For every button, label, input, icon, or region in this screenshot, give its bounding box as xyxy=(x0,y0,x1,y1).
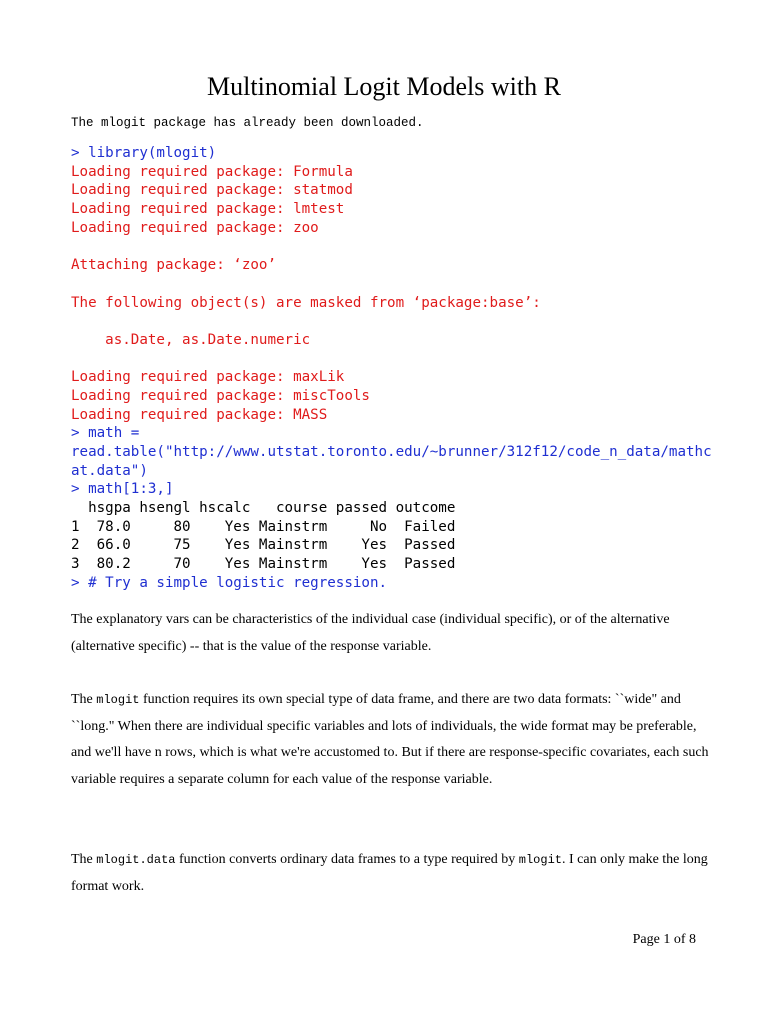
inline-code: mlogit.data xyxy=(96,853,176,867)
console-input-line: > math = xyxy=(71,425,140,442)
page-number: Page 1 of 8 xyxy=(632,932,696,947)
r-console-output xyxy=(71,144,751,593)
intro-text: The mlogit package has already been downloaded. xyxy=(71,116,424,130)
console-output-line: 1 78.0 80 Yes Mainstrm No Failed xyxy=(71,518,456,535)
console-message-line: Loading required package: statmod xyxy=(71,182,353,199)
console-input-line: > math[1:3,] xyxy=(71,481,174,498)
console-input-line: > # Try a simple logistic regression. xyxy=(71,574,388,591)
console-output-line: 2 66.0 75 Yes Mainstrm Yes Passed xyxy=(71,537,456,554)
console-input-line: at.data") xyxy=(71,462,148,479)
console-message-line: Loading required package: lmtest xyxy=(71,201,345,218)
blank-line xyxy=(71,237,751,256)
document-title: Multinomial Logit Models with R xyxy=(207,72,561,101)
console-output-line: 3 80.2 70 Yes Mainstrm Yes Passed xyxy=(71,556,456,573)
paragraph-mlogit-function xyxy=(71,687,711,793)
inline-code: mlogit xyxy=(96,693,140,707)
console-input-line: > library(mlogit) xyxy=(71,145,217,161)
console-message-line: Loading required package: miscTools xyxy=(71,387,370,404)
console-message-line: Loading required package: MASS xyxy=(71,406,328,423)
paragraph-explanatory-vars xyxy=(71,607,711,660)
console-message-line: Loading required package: Formula xyxy=(71,163,353,180)
console-message-line: The following object(s) are masked from ‘package:base’: xyxy=(71,294,541,311)
console-input-line: read.table("http://www.utstat.toronto.edu/~brunner/312f12/code_n_data/mathc xyxy=(71,444,712,460)
console-message-line: Loading required package: zoo xyxy=(71,219,319,236)
paragraph-text: The xyxy=(71,692,97,707)
console-message-line: Loading required package: maxLik xyxy=(71,369,345,386)
paragraph-text: The explanatory vars can be characteristics of the individual case (individual specific), or of the alternative (alternative specific) -- that is the value of the response variable. xyxy=(71,612,670,654)
blank-line xyxy=(71,275,751,294)
paragraph-text: function converts ordinary data frames to a type required by xyxy=(175,852,519,867)
paragraph-text: . I can only make the long format work. xyxy=(71,852,708,894)
blank-line xyxy=(71,312,751,331)
paragraph-text: function requires its own special type of data frame, and there are two data formats: ``wide" and ``long." When there are individual specific variables and lots of individuals, the wide format may be preferable, and we'll have n rows, which is what we're accustomed to. But if there are response-specific covariates, each such variable requires a separate column for each value of the response variable. xyxy=(71,692,709,787)
console-output-line: hsgpa hsengl hscalc course passed outcome xyxy=(71,500,456,517)
console-message-line: as.Date, as.Date.numeric xyxy=(71,331,311,348)
blank-line xyxy=(71,350,751,369)
console-message-line: Attaching package: ‘zoo’ xyxy=(71,257,276,274)
paragraph-mlogit-data xyxy=(71,847,711,900)
inline-code: mlogit xyxy=(518,853,562,867)
paragraph-text: The xyxy=(71,852,97,867)
